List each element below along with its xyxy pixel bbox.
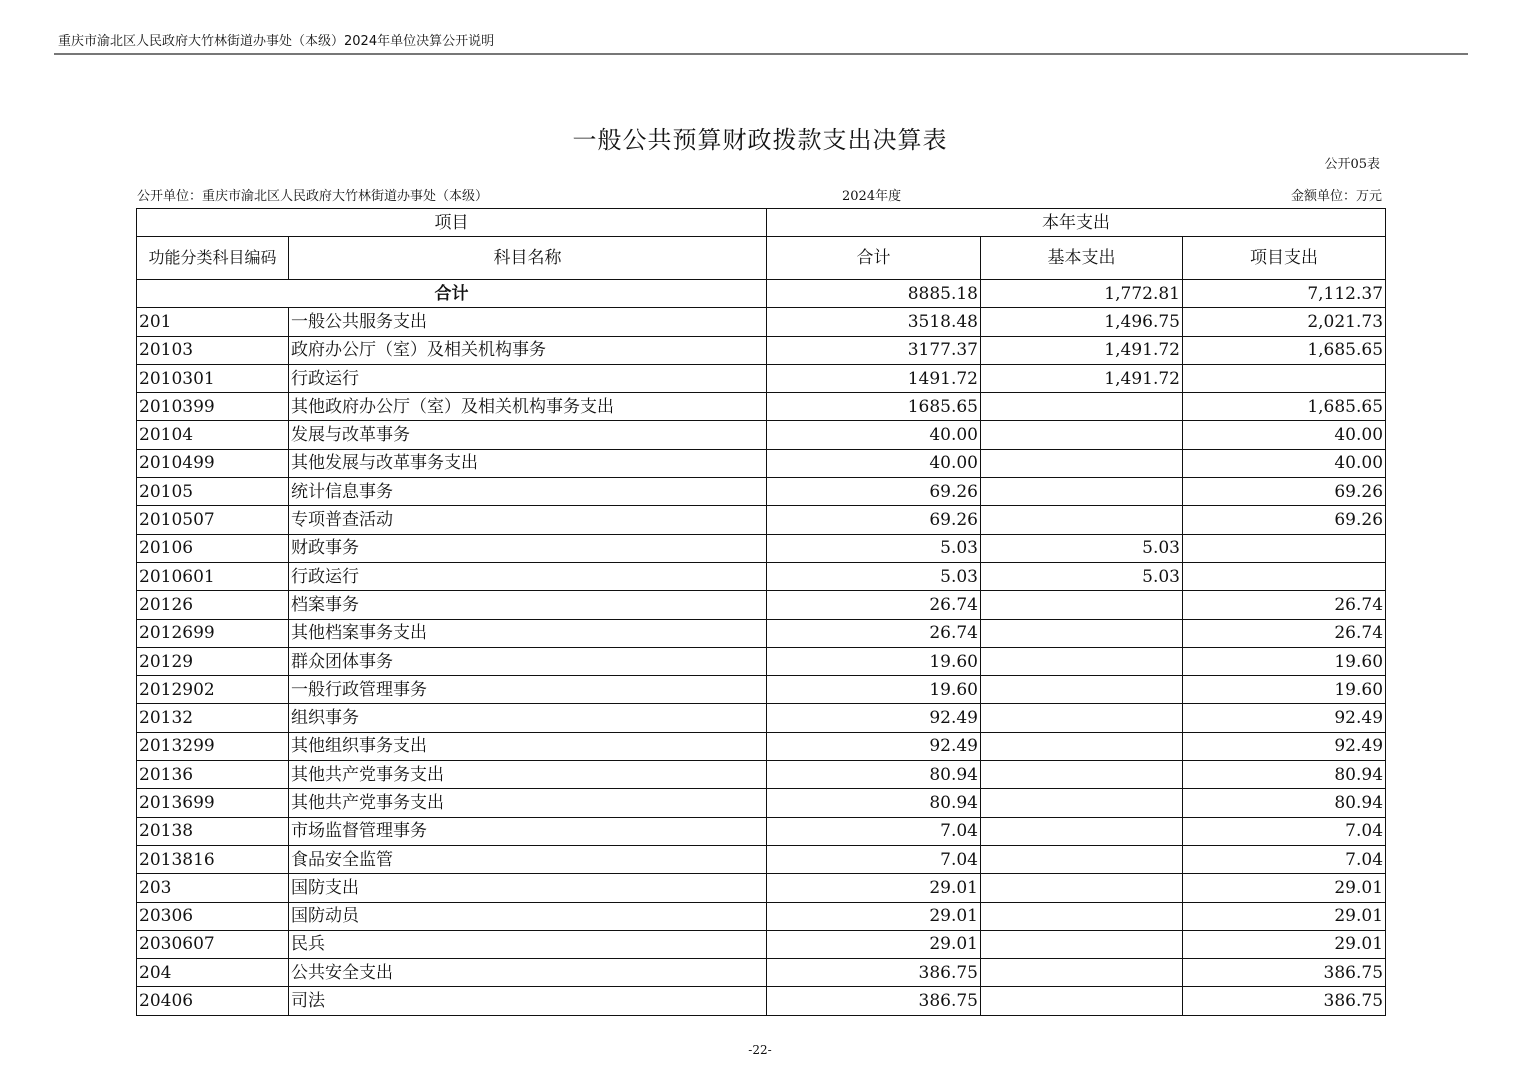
cell-project: 80.94 <box>1183 761 1386 789</box>
table-row <box>137 449 1386 477</box>
document-title: 一般公共预算财政拨款支出决算表 <box>572 126 948 154</box>
table-row <box>137 930 1386 958</box>
table-row <box>137 336 1386 364</box>
cell-name: 其他共产党事务支出 <box>289 761 767 789</box>
cell-total: 3177.37 <box>767 336 981 364</box>
cell-project: 26.74 <box>1183 619 1386 647</box>
cell-basic <box>981 704 1183 732</box>
cell-project: 40.00 <box>1183 421 1386 449</box>
cell-basic: 5.03 <box>981 534 1183 562</box>
fiscal-year: 2024年度 <box>842 189 902 204</box>
basic-column-header: 基本支出 <box>981 237 1183 280</box>
table-row <box>137 959 1386 987</box>
cell-code: 2010301 <box>137 364 289 392</box>
cell-project <box>1183 534 1386 562</box>
cell-total: 19.60 <box>767 676 981 704</box>
cell-basic <box>981 874 1183 902</box>
name-column-header: 科目名称 <box>289 237 767 280</box>
cell-project: 2,021.73 <box>1183 308 1386 336</box>
cell-name: 食品安全监管 <box>289 845 767 873</box>
cell-basic: 1,491.72 <box>981 336 1183 364</box>
reporting-unit: 公开单位：重庆市渝北区人民政府大竹林街道办事处（本级） <box>137 189 489 204</box>
cell-basic <box>981 789 1183 817</box>
header-divider <box>54 53 1468 55</box>
table-row <box>137 619 1386 647</box>
cell-code: 20106 <box>137 534 289 562</box>
current-year-group-header: 本年支出 <box>767 209 1386 237</box>
cell-total: 26.74 <box>767 591 981 619</box>
cell-name: 其他政府办公厅（室）及相关机构事务支出 <box>289 393 767 421</box>
cell-total: 1491.72 <box>767 364 981 392</box>
cell-project: 7.04 <box>1183 817 1386 845</box>
cell-name: 行政运行 <box>289 562 767 590</box>
table-row <box>137 817 1386 845</box>
cell-basic <box>981 845 1183 873</box>
cell-name: 一般行政管理事务 <box>289 676 767 704</box>
cell-name: 司法 <box>289 987 767 1015</box>
cell-name: 公共安全支出 <box>289 959 767 987</box>
cell-project: 386.75 <box>1183 959 1386 987</box>
table-row <box>137 506 1386 534</box>
total-column-header: 合计 <box>767 237 981 280</box>
table-row <box>137 874 1386 902</box>
cell-name: 组织事务 <box>289 704 767 732</box>
cell-basic <box>981 676 1183 704</box>
cell-code: 2010507 <box>137 506 289 534</box>
cell-name: 群众团体事务 <box>289 647 767 675</box>
cell-code: 20406 <box>137 987 289 1015</box>
column-header-row <box>137 237 1386 280</box>
cell-code: 2013699 <box>137 789 289 817</box>
cell-code: 20136 <box>137 761 289 789</box>
cell-code: 2010601 <box>137 562 289 590</box>
table-row <box>137 562 1386 590</box>
table-row <box>137 647 1386 675</box>
cell-total: 3518.48 <box>767 308 981 336</box>
table-row <box>137 845 1386 873</box>
cell-code: 2010399 <box>137 393 289 421</box>
cell-total: 386.75 <box>767 959 981 987</box>
cell-code: 203 <box>137 874 289 902</box>
cell-name: 民兵 <box>289 930 767 958</box>
cell-code: 20306 <box>137 902 289 930</box>
cell-total: 29.01 <box>767 902 981 930</box>
cell-basic <box>981 619 1183 647</box>
cell-total: 80.94 <box>767 789 981 817</box>
cell-name: 其他发展与改革事务支出 <box>289 449 767 477</box>
table-row <box>137 987 1386 1015</box>
cell-name: 财政事务 <box>289 534 767 562</box>
cell-name: 市场监督管理事务 <box>289 817 767 845</box>
cell-basic <box>981 506 1183 534</box>
cell-name: 政府办公厅（室）及相关机构事务 <box>289 336 767 364</box>
cell-total: 7.04 <box>767 845 981 873</box>
total-row-project: 7,112.37 <box>1183 280 1386 308</box>
cell-basic <box>981 930 1183 958</box>
cell-code: 2013816 <box>137 845 289 873</box>
table-row <box>137 676 1386 704</box>
cell-project: 69.26 <box>1183 506 1386 534</box>
cell-code: 2030607 <box>137 930 289 958</box>
cell-name: 统计信息事务 <box>289 478 767 506</box>
cell-basic <box>981 902 1183 930</box>
cell-basic <box>981 478 1183 506</box>
cell-total: 26.74 <box>767 619 981 647</box>
cell-project: 29.01 <box>1183 902 1386 930</box>
cell-code: 20105 <box>137 478 289 506</box>
cell-project: 92.49 <box>1183 704 1386 732</box>
cell-total: 386.75 <box>767 987 981 1015</box>
cell-basic <box>981 761 1183 789</box>
cell-basic <box>981 959 1183 987</box>
page-number: -22- <box>748 1043 772 1057</box>
cell-project: 40.00 <box>1183 449 1386 477</box>
cell-project: 386.75 <box>1183 987 1386 1015</box>
cell-project: 1,685.65 <box>1183 336 1386 364</box>
cell-total: 40.00 <box>767 421 981 449</box>
table-row <box>137 364 1386 392</box>
cell-basic <box>981 591 1183 619</box>
table-row <box>137 534 1386 562</box>
cell-total: 40.00 <box>767 449 981 477</box>
cell-total: 80.94 <box>767 761 981 789</box>
code-column-header: 功能分类科目编码 <box>137 237 289 280</box>
cell-name: 行政运行 <box>289 364 767 392</box>
table-row <box>137 902 1386 930</box>
cell-project <box>1183 364 1386 392</box>
table-row <box>137 732 1386 760</box>
table-row <box>137 789 1386 817</box>
cell-total: 29.01 <box>767 874 981 902</box>
expenditure-table <box>136 208 1386 1016</box>
cell-name: 国防支出 <box>289 874 767 902</box>
cell-code: 201 <box>137 308 289 336</box>
cell-code: 20126 <box>137 591 289 619</box>
cell-basic <box>981 732 1183 760</box>
cell-basic: 1,496.75 <box>981 308 1183 336</box>
cell-total: 69.26 <box>767 506 981 534</box>
cell-project: 80.94 <box>1183 789 1386 817</box>
project-column-header: 项目支出 <box>1183 237 1386 280</box>
cell-total: 69.26 <box>767 478 981 506</box>
amount-unit: 金额单位：万元 <box>1290 189 1382 204</box>
cell-total: 7.04 <box>767 817 981 845</box>
cell-name: 专项普查活动 <box>289 506 767 534</box>
cell-basic <box>981 817 1183 845</box>
cell-basic: 5.03 <box>981 562 1183 590</box>
total-row-total: 8885.18 <box>767 280 981 308</box>
cell-basic <box>981 449 1183 477</box>
total-row-label: 合计 <box>137 280 767 308</box>
cell-total: 92.49 <box>767 704 981 732</box>
group-header-row <box>137 209 1386 237</box>
cell-code: 2010499 <box>137 449 289 477</box>
form-number: 公开05表 <box>1324 157 1380 172</box>
cell-code: 20129 <box>137 647 289 675</box>
cell-basic <box>981 421 1183 449</box>
cell-project: 1,685.65 <box>1183 393 1386 421</box>
cell-name: 国防动员 <box>289 902 767 930</box>
cell-name: 发展与改革事务 <box>289 421 767 449</box>
cell-name: 其他档案事务支出 <box>289 619 767 647</box>
cell-code: 2012902 <box>137 676 289 704</box>
cell-total: 5.03 <box>767 534 981 562</box>
cell-name: 其他共产党事务支出 <box>289 789 767 817</box>
table-row <box>137 308 1386 336</box>
cell-name: 档案事务 <box>289 591 767 619</box>
meta-row <box>137 185 1382 205</box>
cell-project: 92.49 <box>1183 732 1386 760</box>
cell-total: 5.03 <box>767 562 981 590</box>
running-header: 重庆市渝北区人民政府大竹林街道办事处（本级）2024年单位决算公开说明 <box>58 34 495 49</box>
cell-basic <box>981 393 1183 421</box>
cell-project: 19.60 <box>1183 676 1386 704</box>
cell-code: 2012699 <box>137 619 289 647</box>
total-row-basic: 1,772.81 <box>981 280 1183 308</box>
cell-total: 29.01 <box>767 930 981 958</box>
table-row <box>137 393 1386 421</box>
cell-project: 26.74 <box>1183 591 1386 619</box>
cell-project <box>1183 562 1386 590</box>
total-row <box>137 280 1386 308</box>
cell-project: 29.01 <box>1183 874 1386 902</box>
cell-project: 19.60 <box>1183 647 1386 675</box>
cell-basic: 1,491.72 <box>981 364 1183 392</box>
cell-total: 92.49 <box>767 732 981 760</box>
cell-project: 29.01 <box>1183 930 1386 958</box>
cell-code: 20103 <box>137 336 289 364</box>
cell-code: 20104 <box>137 421 289 449</box>
item-group-header: 项目 <box>137 209 767 237</box>
cell-total: 19.60 <box>767 647 981 675</box>
cell-project: 69.26 <box>1183 478 1386 506</box>
table-row <box>137 761 1386 789</box>
cell-project: 7.04 <box>1183 845 1386 873</box>
cell-basic <box>981 647 1183 675</box>
cell-code: 20138 <box>137 817 289 845</box>
cell-name: 一般公共服务支出 <box>289 308 767 336</box>
cell-name: 其他组织事务支出 <box>289 732 767 760</box>
table-row <box>137 478 1386 506</box>
table-row <box>137 421 1386 449</box>
cell-basic <box>981 987 1183 1015</box>
cell-code: 20132 <box>137 704 289 732</box>
cell-code: 204 <box>137 959 289 987</box>
cell-code: 2013299 <box>137 732 289 760</box>
cell-total: 1685.65 <box>767 393 981 421</box>
table-row <box>137 591 1386 619</box>
table-row <box>137 704 1386 732</box>
